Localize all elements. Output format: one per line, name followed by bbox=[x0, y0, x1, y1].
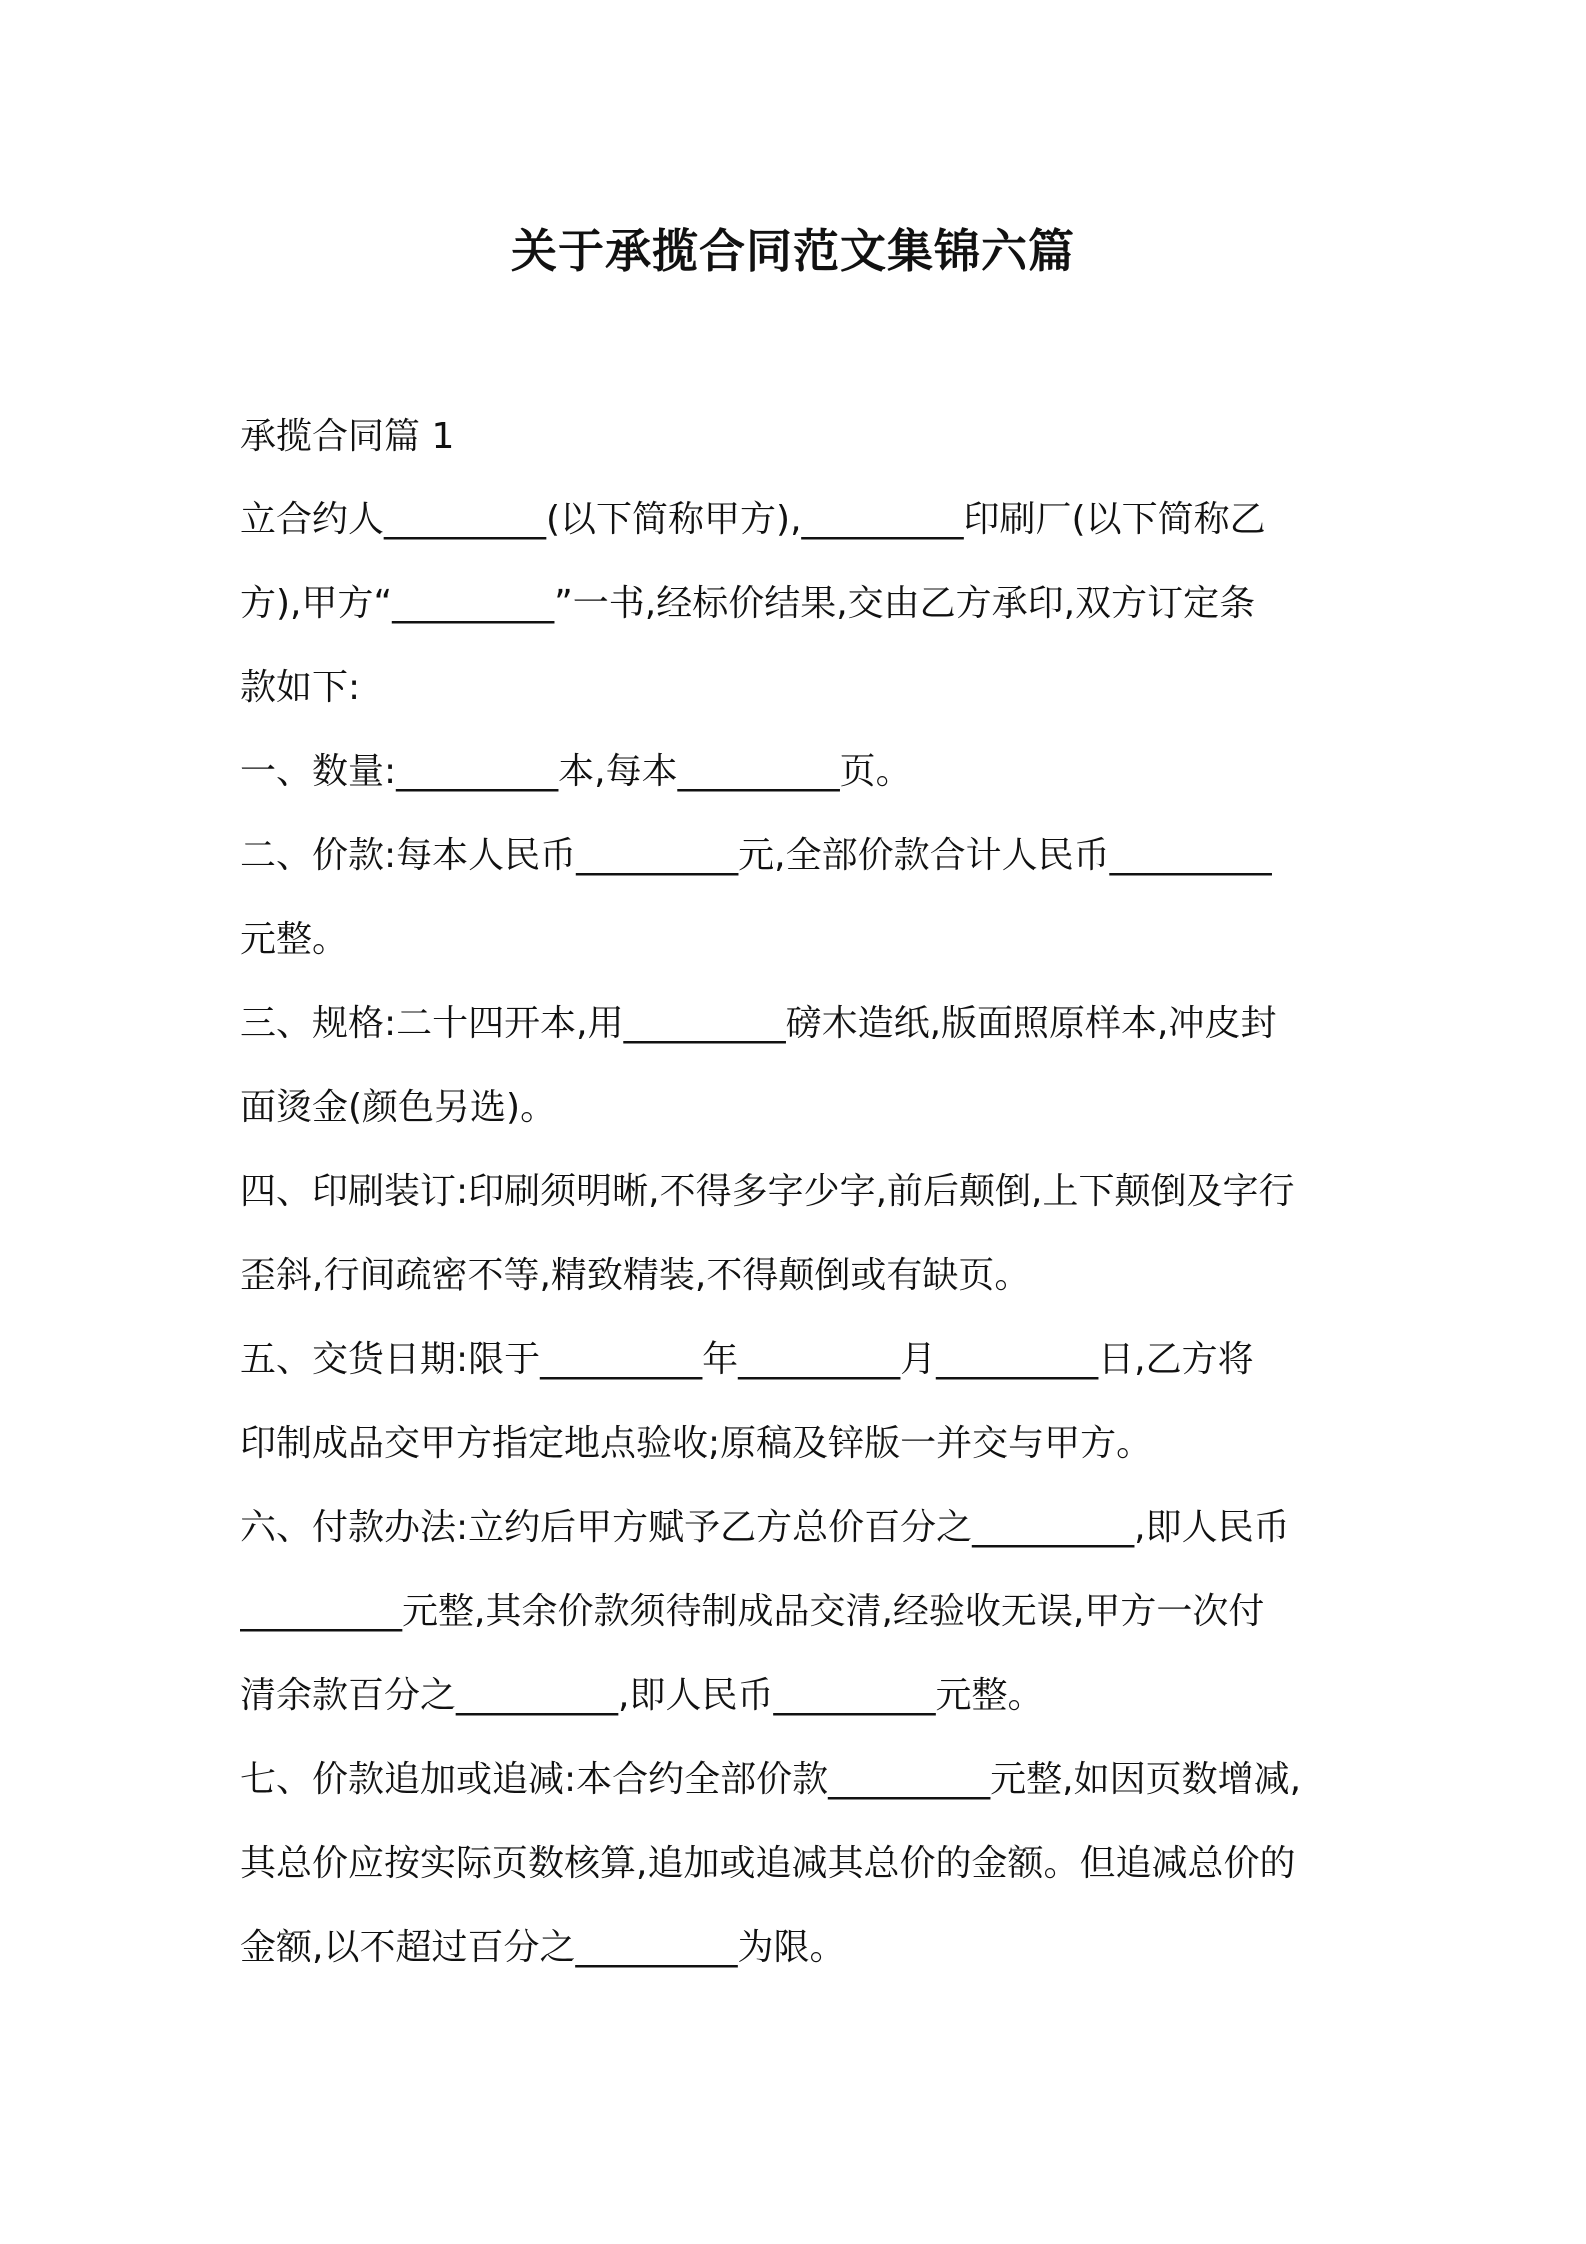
body-line: 二、价款:每本人民币_________元,全部价款合计人民币_________ bbox=[240, 835, 1272, 876]
body-line: 印制成品交甲方指定地点验收;原稿及锌版一并交与甲方。 bbox=[240, 1423, 1153, 1464]
section-heading: 承揽合同篇 1 bbox=[240, 416, 455, 457]
body-line: 款如下: bbox=[240, 667, 361, 708]
body-line: 立合约人_________(以下简称甲方),_________印刷厂(以下简称乙 bbox=[240, 499, 1266, 540]
body-line: 面烫金(颜色另选)。 bbox=[240, 1087, 557, 1128]
body-line: 其总价应按实际页数核算,追加或追减其总价的金额。但追减总价的 bbox=[240, 1843, 1296, 1884]
body-line: 金额,以不超过百分之_________为限。 bbox=[240, 1927, 846, 1968]
body-line: 四、印刷装订:印刷须明晰,不得多字少字,前后颠倒,上下颠倒及字行 bbox=[240, 1171, 1295, 1212]
body-line: 歪斜,行间疏密不等,精致精装,不得颠倒或有缺页。 bbox=[240, 1255, 1031, 1296]
body-line: 七、价款追加或追减:本合约全部价款_________元整,如因页数增减, bbox=[240, 1759, 1302, 1800]
body-line: 六、付款办法:立约后甲方赋予乙方总价百分之_________,即人民币 bbox=[240, 1507, 1290, 1548]
body-line: 方),甲方“_________”一书,经标价结果,交由乙方承印,双方订定条 bbox=[240, 583, 1256, 624]
body-line: 一、数量:_________本,每本_________页。 bbox=[240, 751, 912, 792]
document-title: 关于承揽合同范文集锦六篇 bbox=[511, 224, 1075, 278]
body-line: 清余款百分之_________,即人民币_________元整。 bbox=[240, 1675, 1044, 1716]
body-line: 三、规格:二十四开本,用_________磅木造纸,版面照原样本,冲皮封 bbox=[240, 1003, 1277, 1044]
body-line: _________元整,其余价款须待制成品交清,经验收无误,甲方一次付 bbox=[240, 1591, 1265, 1632]
body-line: 五、交货日期:限于_________年_________月_________日,乙方将 bbox=[240, 1339, 1254, 1380]
body-line: 元整。 bbox=[240, 919, 349, 960]
